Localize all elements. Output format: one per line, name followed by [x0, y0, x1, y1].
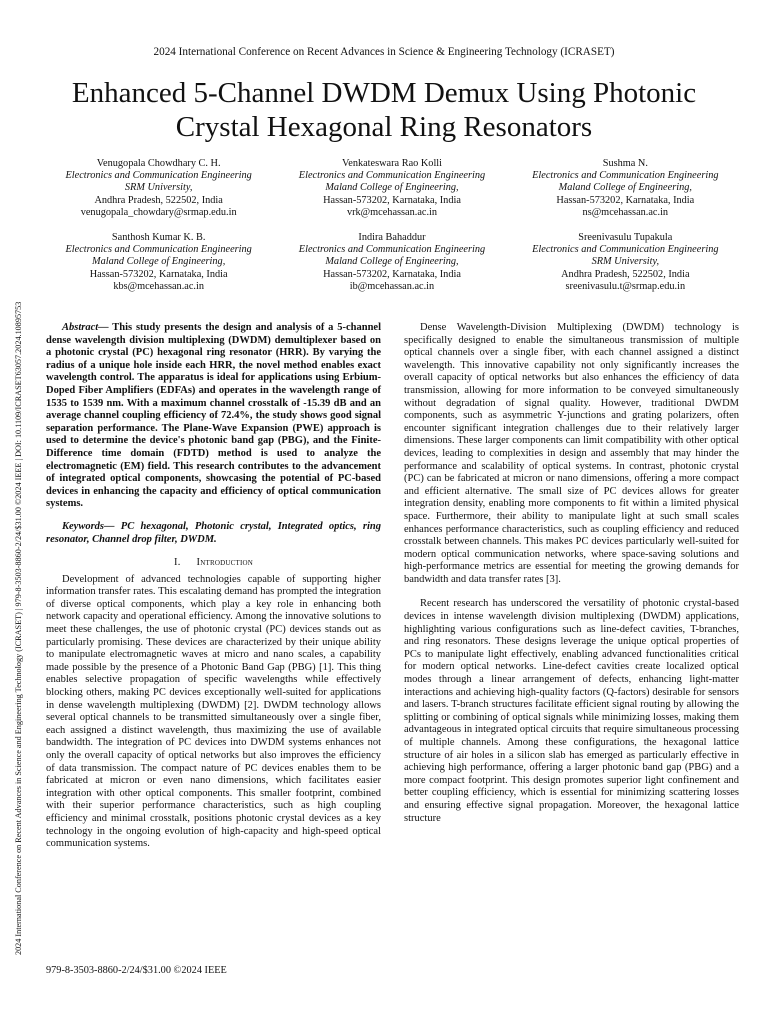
author-3 — [509, 158, 742, 219]
author-4 — [42, 232, 275, 293]
author-dept: Electronics and Communication Engineering — [532, 170, 719, 182]
author-name: Indira Bahaddur — [358, 232, 426, 244]
author-email: venugopala_chowdary@srmap.edu.in — [80, 206, 237, 218]
conference-header: 2024 International Conference on Recent Advances in Science & Engineering Technology (ICRASET) — [153, 46, 615, 58]
side-doi-note: 2024 International Conference on Recent Advances in Science and Engineering Technology (ICRASET) | 979-8-3503-8860-2/24/$31.00 ©2024 IEEE | DOI: 10.1109/ICRASET63057.2024.10895753 — [14, 301, 23, 955]
author-block — [42, 158, 742, 293]
intro-paragraph-1: Development of advanced technologies capable of supporting higher information transfer rates. This escalating demand has prompted the integration of diverse optical components, which play a key role in enhancing both network capacity and operational efficiency. Among the innovative solutions to meet these challenges, the use of photonic crystal (PC) devices stands out as particularly promising. These devices are characterized by their unique ability to manipulate electromagnetic waves at micro and nano scales, a capability made possible by the presence of a Photonic Band Gap (PBG) [1]. This thing enables selective propagation of specific wavelengths while effectively blocking others, making PC devices exceptionally well-suited for applications in dense wavelength multiplexing (DWDM) [2]. DWDM technology allows several optical channels to be transmitted simultaneously over a single fiber, each assigned a distinct wavelength, thus maximizing the use of available bandwidth. The integration of PC devices into DWDM systems enhances not only the overall capacity of optical networks but also improves the efficiency of data transmission. The compact nature of PC devices enables them to be fabricated at micron or even nano dimensions, which facilitates easier integration with other optical components. This smaller footprint, combined with their superior performance characteristics, such as high coupling efficiency and minimal crosstalk, positions photonic crystal devices as a key technology in the ongoing evolution of high-capacity and high-speed optical communication systems. — [46, 573, 381, 850]
author-name: Venugopala Chowdhary C. H. — [96, 158, 221, 169]
author-5 — [275, 232, 508, 293]
author-name: Sushma N. — [602, 158, 648, 169]
abstract-label: Abstract— — [62, 322, 109, 333]
copyright-footer: 979-8-3503-8860-2/24/$31.00 ©2024 IEEE — [46, 965, 227, 976]
abstract — [46, 322, 381, 511]
right-column — [404, 322, 739, 825]
left-column — [46, 322, 381, 851]
author-dept: Electronics and Communication Engineering — [298, 170, 486, 182]
author-dept: Electronics and Communication Engineering — [65, 170, 252, 182]
author-dept: Electronics and Communication Engineering — [532, 244, 719, 256]
keywords: Keywords— PC hexagonal, Photonic crystal, Integrated optics, ring resonator, Channel drop filter, DWDM. — [46, 520, 381, 545]
author-dept: Electronics and Communication Engineering — [65, 244, 252, 256]
author-2 — [275, 158, 508, 219]
right-paragraph-1: Dense Wavelength-Division Multiplexing (DWDM) technology is specifically designed to enable the simultaneous transmission of multiple optical channels over a single fiber, with each channel assigned a distinct wavelength. This innovative capability not only significantly increases the overall capacity of optical networks but also enhances the efficiency of data transmission, allowing for more information to be conveyed simultaneously without degradation of signal quality. However, traditional DWDM components, such as asymmetric Y-junctions and grating polarizers, often encounter significant integration challenges due to their relatively larger dimensions. These larger components can limit compatibility with other optical devices, leading to complexities in design and assembly that may hinder the performance and scalability of optical systems. In contrast, photonic crystal (PC) can be fabricated at micron or nano dimensions, offering a more compact and efficient alternative. The small size of PC devices allows for greater integration density, enabling more components to fit within a limited physical space. Furthermore, their ability to manipulate light at such small scales enhances performance characteristics, such as coupling efficiency and reduced crosstalk between channels. This makes PC devices particularly well-suited for modern optical communication networks, where space-saving solutions and high-performance metrics are essential for meeting the growing demands for bandwidth and data transfer rates [3]. — [404, 322, 739, 585]
title-line-2: Crystal Hexagonal Ring Resonators — [175, 111, 593, 143]
author-email: ib@mcehassan.ac.in — [349, 280, 435, 292]
author-name: Santhosh Kumar K. B. — [111, 232, 206, 244]
author-org: Maland College of Engineering, — [558, 182, 692, 194]
author-address: Andhra Pradesh, 522502, India — [561, 268, 690, 280]
author-address: Hassan-573202, Karnataka, India — [323, 268, 461, 280]
author-address: Andhra Pradesh, 522502, India — [94, 194, 223, 206]
author-org: Maland College of Engineering, — [325, 256, 459, 268]
author-1 — [42, 158, 275, 219]
author-name: Sreenivasulu Tupakula — [578, 232, 673, 244]
author-org: SRM University, — [124, 182, 193, 194]
author-email: vrk@mcehassan.ac.in — [346, 206, 438, 218]
section-title: Introduction — [196, 557, 253, 569]
author-email: kbs@mcehassan.ac.in — [113, 280, 204, 292]
section-number: I. — [174, 557, 181, 569]
author-6 — [509, 232, 742, 293]
right-paragraph-2: Recent research has underscored the versatility of photonic crystal-based devices in intense wavelength division multiplexing (DWDM) applications, highlighting various configurations such as line-defect cavities, T-branches, and ring resonators. These designs leverage the unique optical properties of PCs to manipulate light effectively, enabling advanced functionalities critical for modern optical networks. Line-defect cavities create localized optical modes through a linear arrangement of defects, enhancing light-matter interactions and achieving high-quality factors (Q-factors) desirable for sensors and lasers. T-branch structures facilitate efficient signal routing by allowing the splitting or combining of optical signals while minimizing losses, making them advantageous in integrated optical circuits that require simultaneous processing of multiple channels. Among these configurations, the hexagonal lattice structure of air holes in a silicon slab has emerged as particularly effective in achieving high performance, offering a larger photonic band gap (PBG) and a more compact footprint. This design promotes superior light confinement and better coupling efficiency, which is essential for minimizing scattering losses and ensuring effective signal propagation. Moreover, the hexagonal lattice structure — [404, 598, 739, 824]
author-address: Hassan-573202, Karnataka, India — [323, 194, 461, 206]
author-email: sreenivasulu.t@srmap.edu.in — [565, 280, 686, 292]
author-org: Maland College of Engineering, — [92, 256, 226, 268]
author-org: Maland College of Engineering, — [325, 182, 459, 194]
author-name: Venkateswara Rao Kolli — [341, 158, 443, 169]
author-address: Hassan-573202, Karnataka, India — [89, 268, 228, 280]
title-line-1: Enhanced 5-Channel DWDM Demux Using Photonic — [71, 77, 697, 109]
author-org: SRM University, — [591, 256, 660, 268]
abstract-text: This study presents the design and analysis of a 5-channel dense wavelength division multiplexing (DWDM) demultiplexer based on a photonic crystal (PC) hexagonal ring resonator (HRR). By varying the radius of a unique hole inside each HRR, the novel method enables exact wavelength control. The apparatus is ideal for applications using Erbium-Doped Fiber Amplifiers (EDFAs) and operates in the wavelength range of 1535 to 1539 nm. With a maximum channel crosstalk of -15.39 dB and an average channel coupling efficiency of 72.4%, the study shows good signal separation performance. The Plane-Wave Expansion (PWE) approach is used to determine the device's photonic band gap (PBG), and the Finite-Difference time domain (FDTD) method is used to analyze the electromagnetic (EM) field. This research contributes to the advancement of integrated optical components, showcasing the potential of PC-based devices in enhancing the capacity and efficiency of optical communication systems. — [46, 322, 381, 510]
author-dept: Electronics and Communication Engineering — [298, 244, 486, 256]
author-address: Hassan-573202, Karnataka, India — [556, 194, 695, 206]
section-heading — [46, 557, 381, 570]
paper-title — [30, 76, 738, 144]
author-email: ns@mcehassan.ac.in — [582, 206, 669, 218]
